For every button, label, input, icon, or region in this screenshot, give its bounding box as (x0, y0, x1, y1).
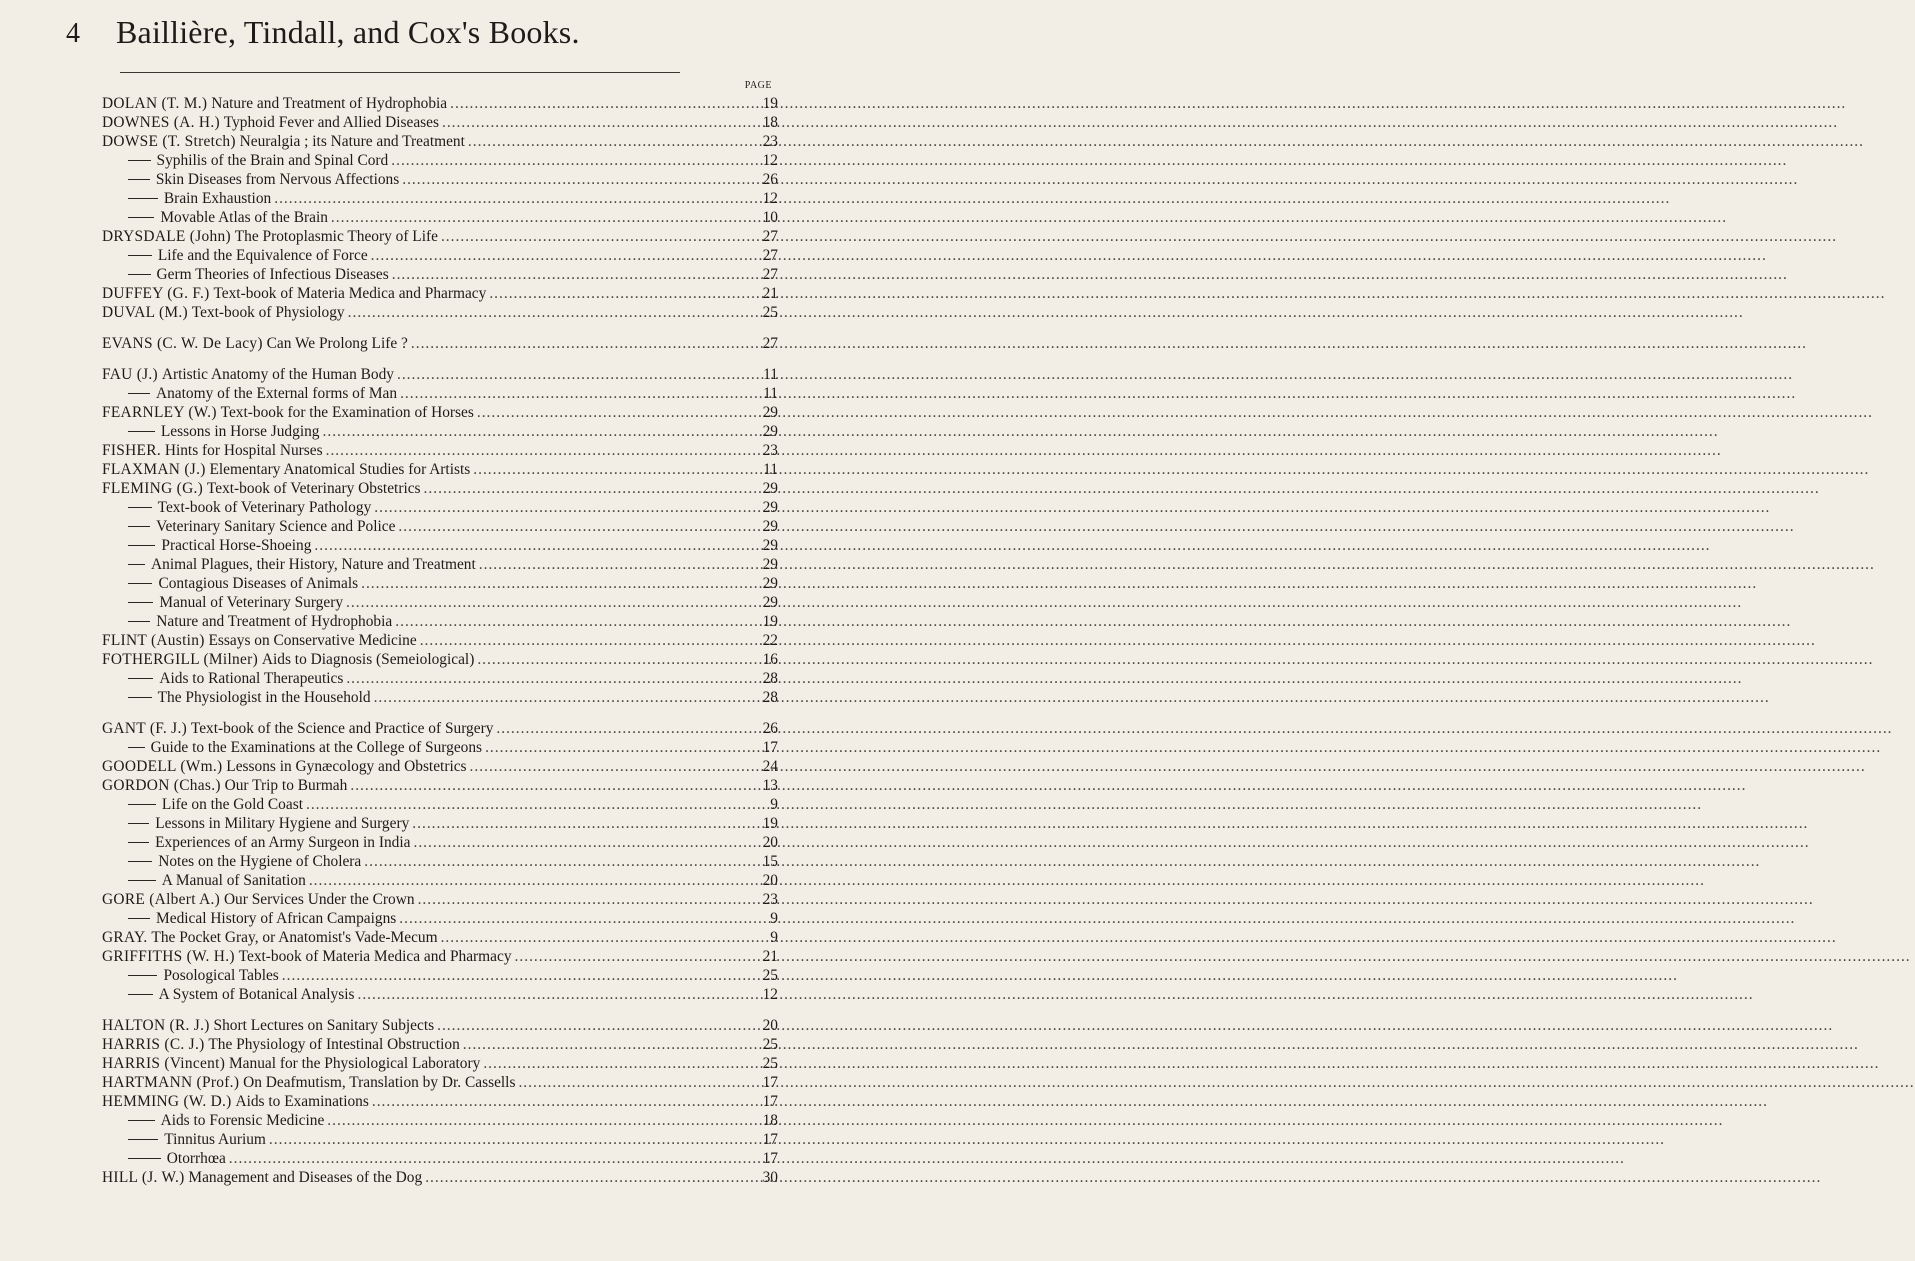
dot-leader (397, 384, 752, 403)
entry-page: 24 (762, 758, 778, 775)
catalogue-entry (102, 1073, 778, 1092)
ditto-dash (128, 507, 152, 508)
dot-leader (368, 246, 752, 265)
catalogue-entry (102, 985, 778, 1004)
entry-page: 29 (762, 518, 778, 535)
entry-title: Text-book of Veterinary Pathology (157, 499, 372, 516)
ditto-dash (128, 621, 150, 622)
entry-author: DRYSDALE (John) (102, 228, 231, 245)
catalogue-entry (102, 189, 778, 208)
entry-title: Short Lectures on Sanitary Subjects (213, 1017, 435, 1034)
dot-leader (369, 1092, 752, 1111)
entry-page: 29 (762, 556, 778, 573)
dot-leader (399, 170, 752, 189)
entry-page: 20 (762, 872, 778, 889)
catalogue-entry (102, 1111, 778, 1130)
entry-page: 23 (762, 442, 778, 459)
entry-page: 17 (762, 1150, 778, 1167)
dot-leader (324, 1111, 752, 1130)
catalogue-entry (102, 151, 778, 170)
entry-title: Can We Prolong Life ? (266, 335, 408, 352)
catalogue-entry (102, 928, 778, 947)
ditto-dash (128, 564, 145, 565)
catalogue-entry (102, 719, 778, 738)
entry-title: Movable Atlas of the Brain (160, 209, 328, 226)
entry-page: 20 (762, 834, 778, 851)
entry-title: Contagious Diseases of Animals (158, 575, 359, 592)
entry-title: Veterinary Sanitary Science and Police (156, 518, 396, 535)
catalogue-entry (102, 246, 778, 265)
ditto-dash (128, 393, 150, 394)
entry-page: 21 (762, 948, 778, 965)
entry-author: FLAXMAN (J.) (102, 461, 206, 478)
ditto-dash (128, 1139, 158, 1140)
catalogue-entry (102, 947, 778, 966)
entry-title: The Physiologist in the Household (157, 689, 371, 706)
catalogue-entry (102, 688, 778, 707)
entry-author: HALTON (R. J.) (102, 1017, 210, 1034)
dot-leader (389, 265, 752, 284)
ditto-dash (128, 274, 151, 275)
entry-page: 23 (762, 133, 778, 150)
catalogue-entry (102, 650, 778, 669)
entry-page: 29 (762, 480, 778, 497)
dot-leader (226, 1149, 752, 1168)
entry-title: The Pocket Gray, or Anatomist's Vade-Mecum (151, 929, 438, 946)
entry-page: 27 (762, 266, 778, 283)
catalogue-entry (102, 1130, 778, 1149)
dot-leader (493, 719, 752, 738)
dot-leader (512, 947, 752, 966)
dot-leader (465, 132, 752, 151)
dot-leader (482, 738, 752, 757)
catalogue-entry (102, 1149, 778, 1168)
dot-leader (396, 909, 752, 928)
running-title: Baillière, Tindall, and Cox's Books. (116, 14, 580, 50)
entry-title: Typhoid Fever and Allied Diseases (223, 114, 439, 131)
dot-leader (303, 795, 752, 814)
entry-title: Guide to the Examinations at the College of Surgeons (150, 739, 483, 756)
entry-author: FLEMING (G.) (102, 480, 204, 497)
entry-author: DUVAL (M.) (102, 304, 188, 321)
dot-leader (306, 871, 752, 890)
dot-leader (476, 555, 752, 574)
entry-page: 12 (762, 152, 778, 169)
dot-leader (474, 650, 752, 669)
catalogue-entry (102, 574, 778, 593)
dot-leader (343, 669, 752, 688)
entry-author: DOWSE (T. Stretch) (102, 133, 236, 150)
catalogue-entry (102, 631, 778, 650)
ditto-dash (128, 160, 151, 161)
entry-page: 18 (762, 1112, 778, 1129)
ditto-dash (128, 1158, 161, 1159)
entry-page: 19 (762, 613, 778, 630)
catalogue-entry (102, 536, 778, 555)
ditto-dash (128, 804, 156, 805)
entry-author: EVANS (C. W. De Lacy) (102, 335, 263, 352)
catalogue-entry (102, 479, 778, 498)
entry-title: Hints for Hospital Nurses (164, 442, 323, 459)
catalogue-entry (102, 170, 778, 189)
dot-leader (422, 1168, 752, 1187)
entry-author: GORDON (Chas.) (102, 777, 221, 794)
entry-page: 29 (762, 537, 778, 554)
catalogue-entry (102, 795, 778, 814)
entry-page: 17 (762, 1074, 778, 1091)
catalogue-section (102, 719, 778, 1004)
dot-leader (371, 688, 752, 707)
dot-leader (480, 1054, 752, 1073)
ditto-dash (128, 697, 152, 698)
entry-title: Life and the Equivalence of Force (157, 247, 368, 264)
entry-author: HARRIS (C. J.) (102, 1036, 205, 1053)
entry-title: Text-book of the Science and Practice of Surgery (190, 720, 494, 737)
catalogue-entry (102, 814, 778, 833)
entry-page: 20 (762, 1017, 778, 1034)
entry-title: Medical History of African Campaigns (156, 910, 397, 927)
entry-page: 16 (762, 651, 778, 668)
entry-title: Nature and Treatment of Hydrophobia (211, 95, 448, 112)
entry-page: 29 (762, 404, 778, 421)
ditto-dash (128, 198, 158, 199)
entry-page: 29 (762, 423, 778, 440)
entry-author: GRAY. (102, 929, 148, 946)
catalogue-entry (102, 612, 778, 631)
entry-title: A System of Botanical Analysis (158, 986, 355, 1003)
dot-leader (474, 403, 752, 422)
dot-leader (279, 966, 752, 985)
catalogue-entry (102, 1092, 778, 1111)
catalogue-entry (102, 422, 778, 441)
dot-leader (361, 852, 752, 871)
entry-page: 27 (762, 228, 778, 245)
catalogue-entry (102, 1035, 778, 1054)
entry-page: 12 (762, 986, 778, 1003)
ditto-dash (128, 1120, 155, 1121)
page-column-label: PAGE (744, 80, 772, 91)
dot-leader (515, 1073, 752, 1092)
entry-author: HEMMING (W. D.) (102, 1093, 232, 1110)
dot-leader (328, 208, 752, 227)
entry-title: Lessons in Horse Judging (160, 423, 320, 440)
entry-title: Manual of Veterinary Surgery (159, 594, 344, 611)
ditto-dash (128, 975, 157, 976)
catalogue-entry (102, 776, 778, 795)
dot-leader (358, 574, 752, 593)
dot-leader (421, 479, 752, 498)
ditto-dash (128, 823, 149, 824)
dot-leader (447, 94, 752, 113)
ditto-dash (128, 678, 153, 679)
dot-leader (371, 498, 752, 517)
catalogue-section (102, 365, 778, 707)
entry-title: Text-book of Materia Medica and Pharmacy (213, 285, 487, 302)
catalogue-entry (102, 284, 778, 303)
dot-leader (415, 890, 752, 909)
ditto-dash (128, 747, 145, 748)
entry-author: GORE (Albert A.) (102, 891, 221, 908)
dot-leader (486, 284, 752, 303)
entry-page: 29 (762, 499, 778, 516)
entry-author: HARTMANN (Prof.) (102, 1074, 240, 1091)
dot-leader (434, 1016, 752, 1035)
entry-title: On Deafmutism, Translation by Dr. Cassells (243, 1074, 516, 1091)
catalogue-entry (102, 555, 778, 574)
entry-page: 13 (762, 777, 778, 794)
entry-title: Neuralgia ; its Nature and Treatment (239, 133, 465, 150)
ditto-dash (128, 861, 152, 862)
entry-author: GOODELL (Wm.) (102, 758, 223, 775)
entry-title: A Manual of Sanitation (161, 872, 306, 889)
catalogue-section (102, 94, 778, 322)
dot-leader (343, 593, 752, 612)
ditto-dash (128, 545, 155, 546)
entry-title: Text-book of Materia Medica and Pharmacy (238, 948, 512, 965)
catalogue-entry (102, 441, 778, 460)
entry-page: 25 (762, 1036, 778, 1053)
catalogue-section (102, 334, 778, 353)
catalogue-entry (102, 498, 778, 517)
ditto-dash (128, 994, 153, 995)
catalogue-entry (102, 852, 778, 871)
entry-page: 29 (762, 594, 778, 611)
ditto-dash (128, 179, 150, 180)
catalogue-entry (102, 871, 778, 890)
entry-author: FLINT (Austin) (102, 632, 205, 649)
catalogue-entry (102, 738, 778, 757)
entry-author: GRIFFITHS (W. H.) (102, 948, 235, 965)
entry-title: Syphilis of the Brain and Spinal Cord (156, 152, 389, 169)
entry-page: 11 (763, 461, 778, 478)
entry-page: 19 (762, 815, 778, 832)
entry-page: 18 (762, 114, 778, 131)
catalogue-entry (102, 833, 778, 852)
entry-title: Aids to Examinations (235, 1093, 369, 1110)
ditto-dash (128, 918, 150, 919)
entry-page: 11 (763, 385, 778, 402)
entry-page: 26 (762, 720, 778, 737)
entry-title: Elementary Anatomical Studies for Artists (209, 461, 471, 478)
dot-leader (266, 1130, 752, 1149)
entry-author: FEARNLEY (W.) (102, 404, 217, 421)
catalogue-entry (102, 517, 778, 536)
entry-title: Our Services Under the Crown (223, 891, 415, 908)
entry-page: 15 (762, 853, 778, 870)
catalogue-entry (102, 132, 778, 151)
entry-page: 28 (762, 670, 778, 687)
dot-leader (271, 189, 752, 208)
catalogue-entry (102, 890, 778, 909)
book-catalogue-list (102, 94, 778, 1187)
ditto-dash (128, 842, 149, 843)
catalogue-entry (102, 113, 778, 132)
dot-leader (467, 757, 752, 776)
entry-page: 17 (762, 739, 778, 756)
dot-leader (460, 1035, 752, 1054)
ditto-dash (128, 217, 154, 218)
entry-title: Germ Theories of Infectious Diseases (156, 266, 389, 283)
catalogue-entry (102, 966, 778, 985)
entry-author: DOWNES (A. H.) (102, 114, 220, 131)
entry-title: Artistic Anatomy of the Human Body (161, 366, 394, 383)
entry-title: Our Trip to Burmah (224, 777, 348, 794)
entry-title: Brain Exhaustion (163, 190, 272, 207)
entry-page: 10 (762, 209, 778, 226)
entry-title: Management and Diseases of the Dog (188, 1169, 423, 1186)
entry-page: 23 (762, 891, 778, 908)
entry-page: 29 (762, 575, 778, 592)
entry-author: DUFFEY (G. F.) (102, 285, 210, 302)
dot-leader (388, 151, 752, 170)
entry-page: 27 (762, 247, 778, 264)
ditto-dash (128, 583, 152, 584)
catalogue-entry (102, 1168, 778, 1187)
entry-title: Text-book of Veterinary Obstetrics (206, 480, 421, 497)
dot-leader (354, 985, 752, 1004)
dot-leader (417, 631, 752, 650)
entry-page: 25 (762, 1055, 778, 1072)
dot-leader (438, 227, 752, 246)
dot-leader (345, 303, 752, 322)
entry-title: Aids to Forensic Medicine (160, 1112, 325, 1129)
entry-title: Notes on the Hygiene of Cholera (158, 853, 362, 870)
entry-page: 11 (763, 366, 778, 383)
entry-page: 9 (770, 910, 778, 927)
catalogue-entry (102, 227, 778, 246)
entry-author: HARRIS (Vincent) (102, 1055, 226, 1072)
entry-title: The Protoplasmic Theory of Life (234, 228, 438, 245)
dot-leader (410, 833, 752, 852)
entry-title: Aids to Diagnosis (Semeiological) (261, 651, 475, 668)
catalogue-entry (102, 265, 778, 284)
entry-page: 25 (762, 967, 778, 984)
entry-author: FISHER. (102, 442, 161, 459)
dot-leader (347, 776, 752, 795)
ditto-dash (128, 431, 155, 432)
entry-author: FOTHERGILL (Milner) (102, 651, 259, 668)
entry-page: 17 (762, 1093, 778, 1110)
entry-author: HILL (J. W.) (102, 1169, 185, 1186)
ditto-dash (128, 602, 153, 603)
page-number: 4 (66, 18, 80, 49)
catalogue-entry (102, 334, 778, 353)
ditto-dash (128, 880, 156, 881)
entry-title: Lessons in Military Hygiene and Surgery (155, 815, 410, 832)
dot-leader (394, 365, 752, 384)
entry-page: 25 (762, 304, 778, 321)
entry-title: Text-book for the Examination of Horses (220, 404, 474, 421)
entry-title: The Physiology of Intestinal Obstruction (208, 1036, 460, 1053)
entry-title: Nature and Treatment of Hydrophobia (156, 613, 393, 630)
entry-page: 21 (762, 285, 778, 302)
catalogue-entry (102, 365, 778, 384)
catalogue-entry (102, 1054, 778, 1073)
entry-title: Life on the Gold Coast (161, 796, 303, 813)
dot-leader (323, 441, 752, 460)
catalogue-entry (102, 757, 778, 776)
entry-title: Practical Horse-Shoeing (161, 537, 312, 554)
entry-title: Essays on Conservative Medicine (208, 632, 417, 649)
dot-leader (470, 460, 752, 479)
catalogue-entry (102, 208, 778, 227)
catalogue-entry (102, 384, 778, 403)
dot-leader (409, 814, 752, 833)
dot-leader (320, 422, 753, 441)
entry-title: Anatomy of the External forms of Man (156, 385, 398, 402)
entry-page: 30 (762, 1169, 778, 1186)
catalogue-entry (102, 460, 778, 479)
entry-page: 12 (762, 190, 778, 207)
dot-leader (395, 517, 752, 536)
entry-title: Manual for the Physiological Laboratory (229, 1055, 481, 1072)
catalogue-section (102, 1016, 778, 1187)
header-rule (120, 72, 680, 73)
entry-page: 19 (762, 95, 778, 112)
entry-title: Otorrhœa (166, 1150, 226, 1167)
entry-page: 9 (770, 929, 778, 946)
entry-title: Text-book of Physiology (191, 304, 345, 321)
entry-title: Posological Tables (163, 967, 279, 984)
entry-author: DOLAN (T. M.) (102, 95, 208, 112)
catalogue-entry (102, 94, 778, 113)
catalogue-entry (102, 909, 778, 928)
entry-page: 27 (762, 335, 778, 352)
dot-leader (408, 334, 752, 353)
dot-leader (439, 113, 752, 132)
entry-title: Experiences of an Army Surgeon in India (155, 834, 411, 851)
entry-title: Skin Diseases from Nervous Affections (155, 171, 400, 188)
entry-page: 22 (762, 632, 778, 649)
entry-title: Animal Plagues, their History, Nature and Treatment (151, 556, 476, 573)
entry-author: FAU (J.) (102, 366, 158, 383)
entry-page: 17 (762, 1131, 778, 1148)
catalogue-entry (102, 403, 778, 422)
entry-page: 26 (762, 171, 778, 188)
catalogue-entry (102, 593, 778, 612)
ditto-dash (128, 255, 152, 256)
entry-title: Tinnitus Aurium (164, 1131, 266, 1148)
dot-leader (392, 612, 752, 631)
entry-title: Lessons in Gynæcology and Obstetrics (226, 758, 467, 775)
catalogue-entry (102, 1016, 778, 1035)
entry-page: 28 (762, 689, 778, 706)
dot-leader (438, 928, 752, 947)
entry-page: 9 (770, 796, 778, 813)
catalogue-entry (102, 669, 778, 688)
catalogue-entry (102, 303, 778, 322)
entry-author: GANT (F. J.) (102, 720, 188, 737)
ditto-dash (128, 526, 150, 527)
dot-leader (311, 536, 752, 555)
entry-title: Aids to Rational Therapeutics (159, 670, 344, 687)
